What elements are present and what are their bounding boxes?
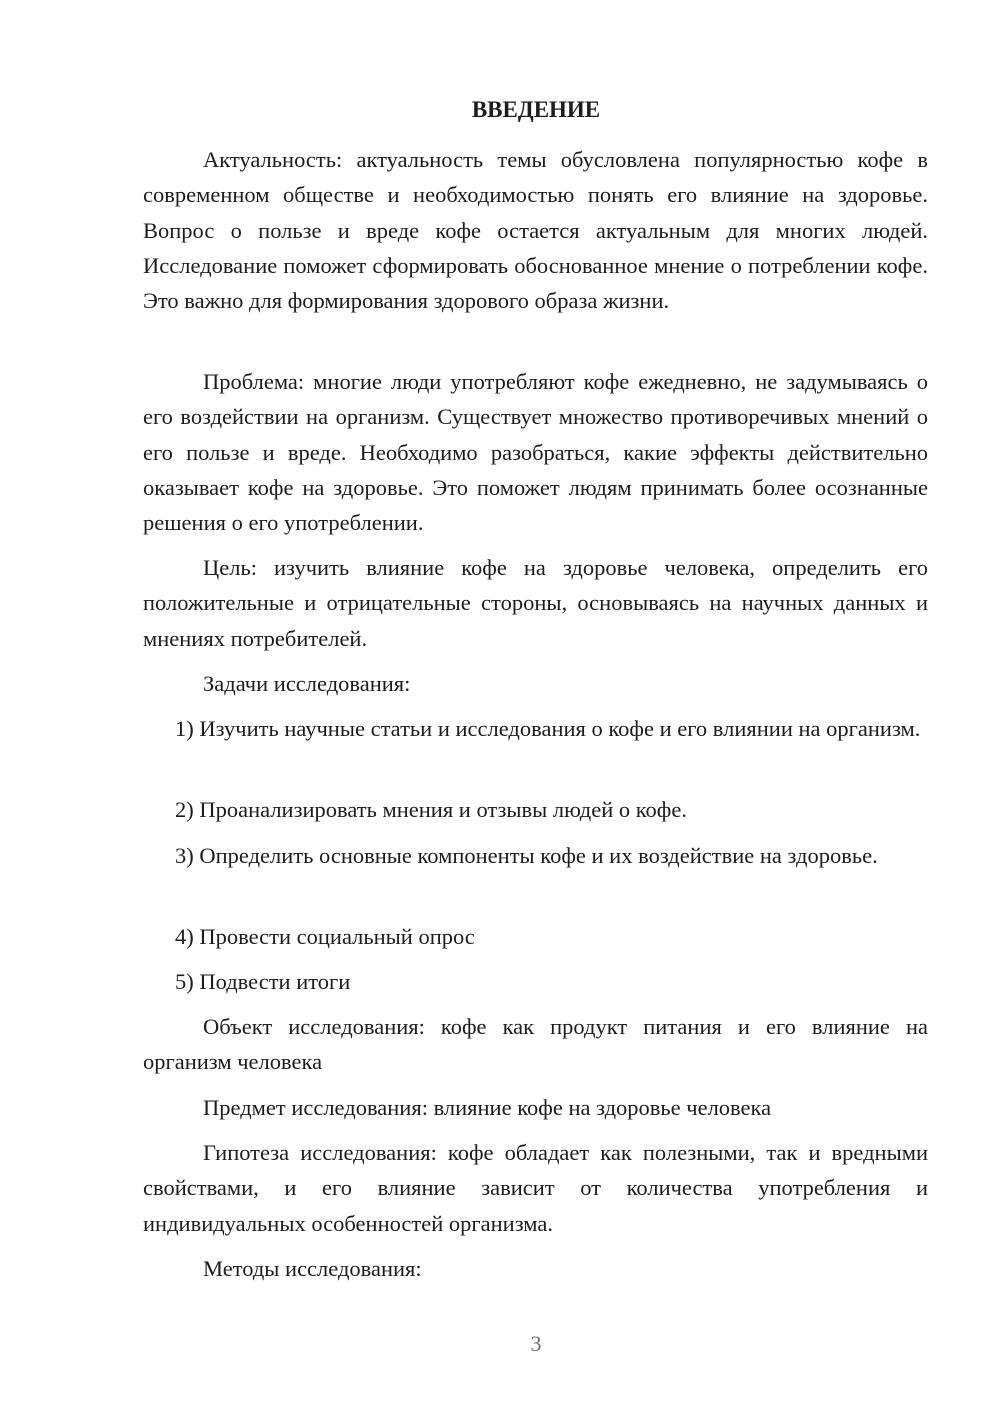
- list-item-task-3: 3) Определить основные компоненты кофе и их воздействие на здоровье.: [175, 843, 878, 868]
- list-item-task-4: 4) Провести социальный опрос: [175, 924, 475, 949]
- paragraph-subject: Предмет исследования: влияние кофе на здоровье человека: [203, 1095, 772, 1120]
- paragraph-tasks-heading: Задачи исследования:: [203, 671, 411, 696]
- page-title: ВВЕДЕНИЕ: [471, 97, 601, 122]
- page-number: 3: [530, 1331, 542, 1356]
- list-item-task-5: 5) Подвести итоги: [175, 969, 351, 994]
- paragraph-relevance: Актуальность: актуальность темы обусловлена популярностью кофе в современном обществе и необходимостью понять его влияние на здоровье. Вопрос о пользе и вреде кофе остается актуальным для многих людей. Исследование поможет сформировать обоснованное мнение о потреблении кофе. Это важно для формирования здорового образа жизни.: [143, 147, 928, 314]
- paragraph-object: Объект исследования: кофе как продукт питания и его влияние на организм человека: [143, 1014, 928, 1075]
- list-item-task-2: 2) Проанализировать мнения и отзывы людей о кофе.: [175, 797, 687, 822]
- paragraph-hypothesis: Гипотеза исследования: кофе обладает как полезными, так и вредными свойствами, и его влияние зависит от количества употребления и индивидуальных особенностей организма.: [143, 1140, 928, 1236]
- paragraph-methods: Методы исследования:: [203, 1256, 422, 1281]
- paragraph-goal: Цель: изучить влияние кофе на здоровье человека, определить его положительные и отрицательные стороны, основываясь на научных данных и мнениях потребителей.: [143, 555, 928, 651]
- list-item-task-1: 1) Изучить научные статьи и исследования о кофе и его влиянии на организм.: [175, 716, 921, 741]
- paragraph-problem: Проблема: многие люди употребляют кофе ежедневно, не задумываясь о его воздействии на организм. Существует множество противоречивых мнений о его пользе и вреде. Необходимо разобраться, какие эффекты действительно оказывает кофе на здоровье. Это поможет людям принимать более осознанные решения о его употреблении.: [143, 369, 928, 536]
